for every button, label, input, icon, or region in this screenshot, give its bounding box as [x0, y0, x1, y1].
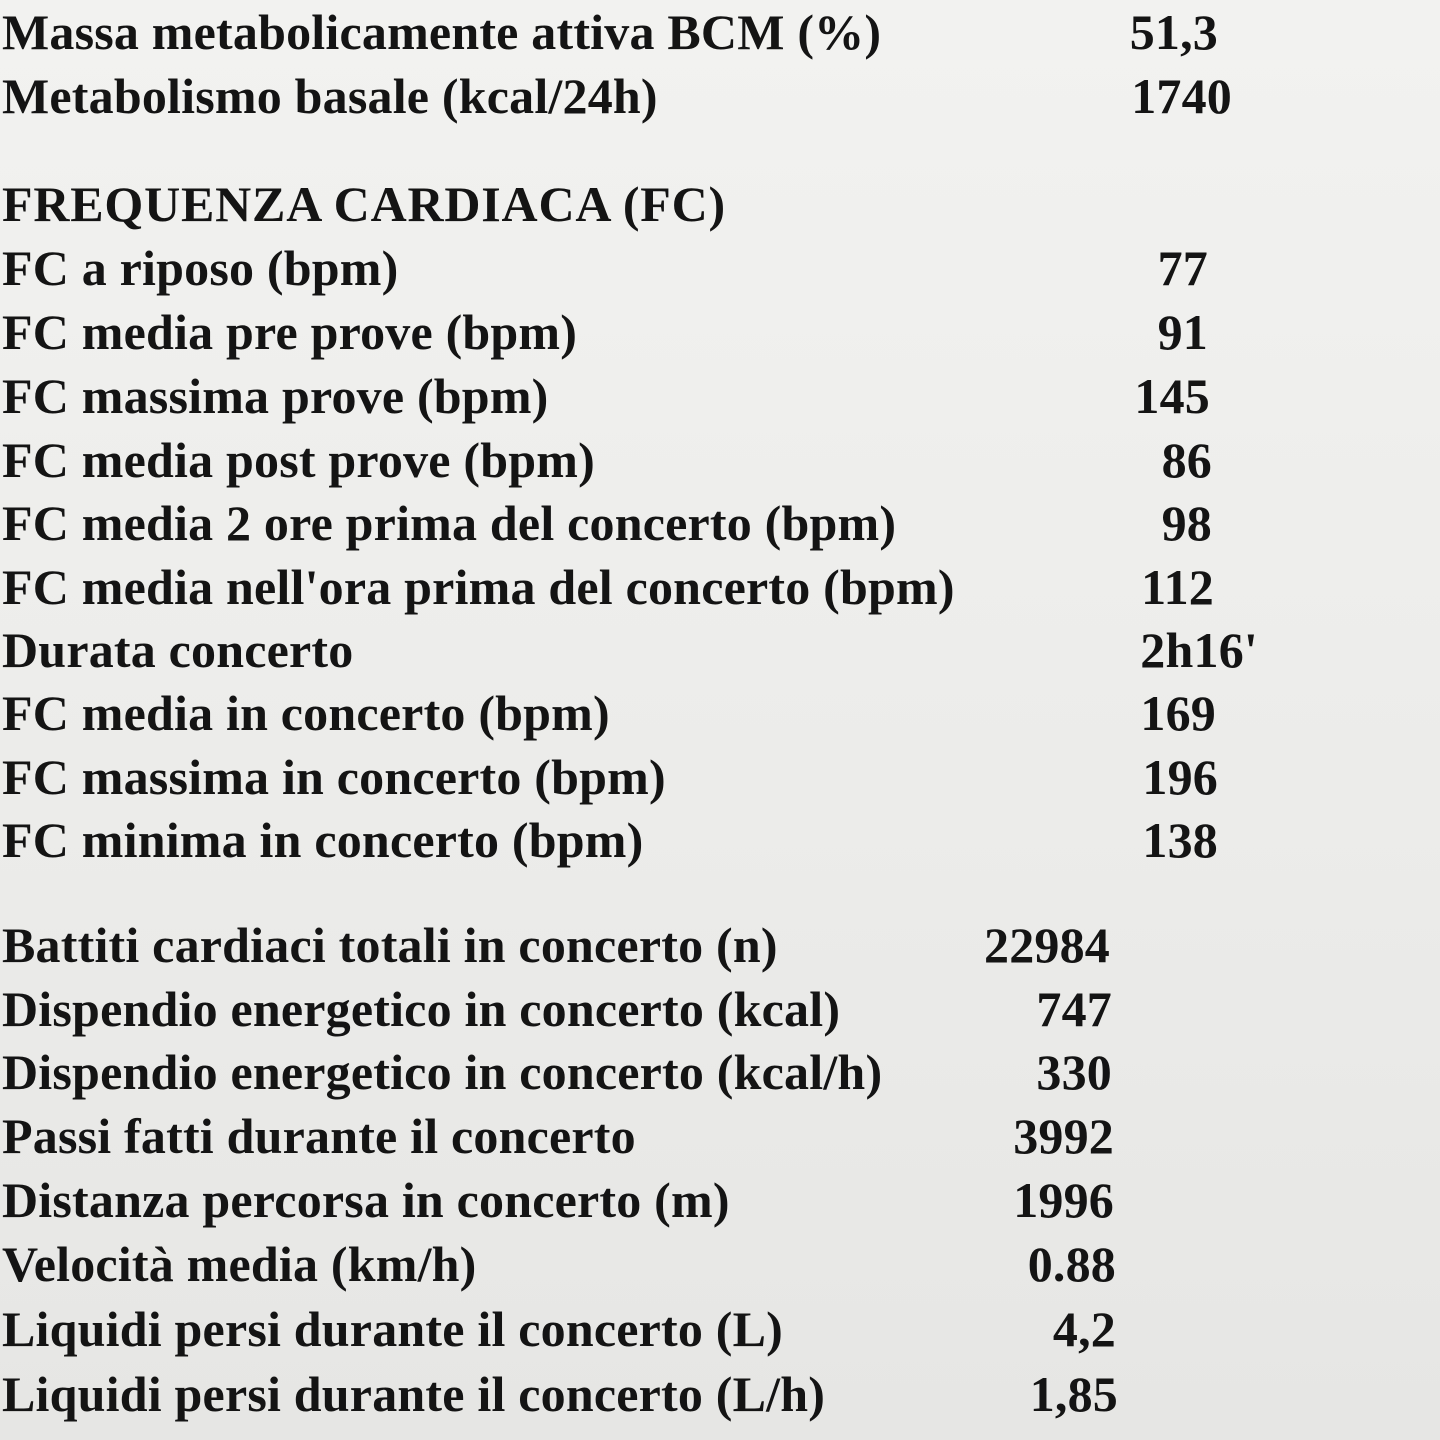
row-value: 1,85 [1029, 1366, 1118, 1422]
table-row [0, 300, 1440, 364]
row-value: 86 [1161, 432, 1212, 488]
row-value: 138 [1142, 812, 1218, 868]
row-label: FC media nell'ora prima del concerto (bpm) [2, 559, 955, 615]
row-value: 3992 [1013, 1108, 1114, 1164]
table-row [0, 491, 1440, 555]
row-label: FC media pre prove (bpm) [2, 304, 578, 360]
row-label: FC media 2 ore prima del concerto (bpm) [2, 495, 897, 551]
table-row [0, 618, 1440, 682]
row-label: Massa metabolicamente attiva BCM (%) [2, 4, 882, 60]
row-label: Battiti cardiaci totali in concerto (n) [2, 917, 778, 973]
table-row [0, 1040, 1440, 1104]
row-value: 196 [1142, 749, 1218, 805]
table-row-bcm [0, 0, 1440, 64]
row-label: Passi fatti durante il concerto [2, 1108, 636, 1164]
row-value: 330 [1036, 1044, 1112, 1100]
table-row [0, 681, 1440, 745]
table-row [0, 1232, 1440, 1296]
row-label: Liquidi persi durante il concerto (L/h) [2, 1366, 826, 1422]
row-label: Metabolismo basale (kcal/24h) [2, 68, 658, 124]
row-value: 145 [1134, 368, 1210, 424]
row-value: 91 [1157, 304, 1208, 360]
row-value: 747 [1036, 981, 1112, 1037]
table-row [0, 745, 1440, 809]
row-label: FC media post prove (bpm) [2, 432, 595, 488]
row-value: 22984 [984, 917, 1110, 973]
row-value: 98 [1161, 495, 1212, 551]
row-label: FC a riposo (bpm) [2, 240, 399, 296]
row-label: Distanza percorsa in concerto (m) [2, 1172, 730, 1228]
row-value: 1996 [1013, 1172, 1114, 1228]
section-title: FREQUENZA CARDIACA (FC) [2, 176, 726, 232]
row-value: 1740 [1131, 68, 1232, 124]
row-label: Durata concerto [2, 622, 354, 678]
row-label: FC massima prove (bpm) [2, 368, 549, 424]
table-row [0, 1168, 1440, 1232]
table-row [0, 913, 1440, 977]
row-value: 77 [1157, 240, 1208, 296]
row-value: 4,2 [1052, 1301, 1116, 1357]
row-label: Dispendio energetico in concerto (kcal) [2, 981, 841, 1037]
table-row [0, 364, 1440, 428]
row-value: 169 [1140, 685, 1216, 741]
table-row [0, 808, 1440, 872]
row-value: 112 [1141, 559, 1214, 615]
row-value: 2h16' [1140, 622, 1258, 678]
table-row [0, 977, 1440, 1041]
table-row [0, 555, 1440, 619]
row-value: 51,3 [1129, 4, 1218, 60]
row-label: FC minima in concerto (bpm) [2, 812, 644, 868]
table-row-basal-metabolism [0, 64, 1440, 128]
table-row [0, 1104, 1440, 1168]
row-value: 0.88 [1027, 1236, 1116, 1292]
row-label: FC massima in concerto (bpm) [2, 749, 666, 805]
table-row [0, 236, 1440, 300]
row-label: Dispendio energetico in concerto (kcal/h) [2, 1044, 883, 1100]
row-label: Liquidi persi durante il concerto (L) [2, 1301, 784, 1357]
row-label: FC media in concerto (bpm) [2, 685, 610, 741]
table-row [0, 1297, 1440, 1361]
table-row [0, 428, 1440, 492]
table-row [0, 1362, 1440, 1426]
row-label: Velocità media (km/h) [2, 1236, 477, 1292]
section-heading-heart-rate [0, 172, 1440, 236]
